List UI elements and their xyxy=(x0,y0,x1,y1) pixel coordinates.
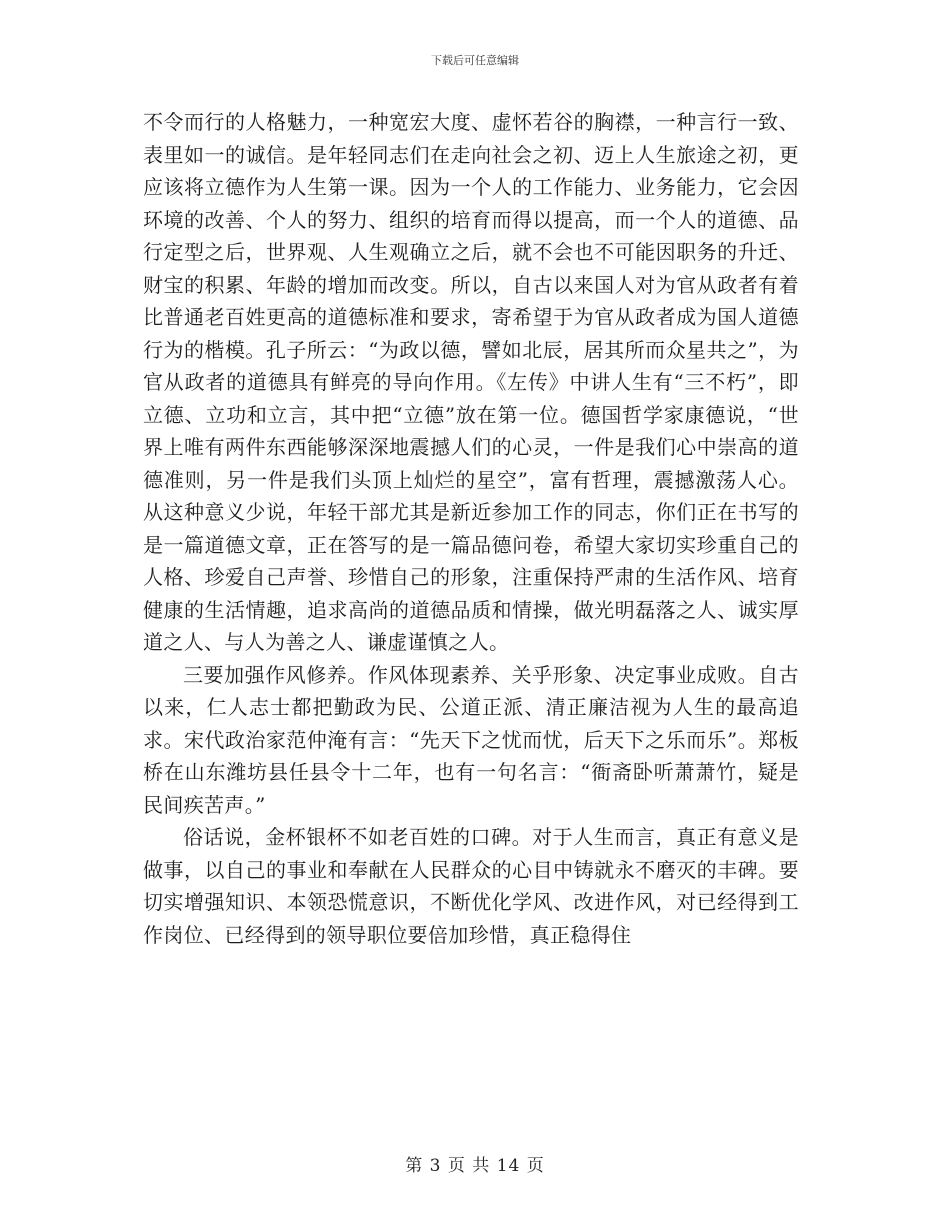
page-header: 下载后可任意编辑 xyxy=(431,54,519,67)
document-body xyxy=(143,106,799,951)
paragraph-public-reputation: 俗话说，金杯银杯不如老百姓的口碑。对于人生而言，真正有意义是做事，以自己的事业和奉献在人民群众的心目中铸就永不磨灭的丰碑。要切实增强知识、本领恐慌意识，不断优化学风、改进作风，对已经得到工作岗位、已经得到的领导职位要倍加珍惜，真正稳得住 xyxy=(143,825,799,947)
page-footer: 第 3 页 共 14 页 xyxy=(405,1156,545,1176)
paragraph-continued: 不令而行的人格魅力，一种宽宏大度、虚怀若谷的胸襟，一种言行一致、表里如一的诚信。是年轻同志们在走向社会之初、迈上人生旅途之初，更应该将立德作为人生第一课。因为一个人的工作能力、业务能力，它会因环境的改善、个人的努力、组织的培育而得以提高，而一个人的道德、品行定型之后，世界观、人生观确立之后，就不会也不可能因职务的升迁、财宝的积累、年龄的增加而改变。所以，自古以来国人对为官从政者有着比普通老百姓更高的道德标准和要求，寄希望于为官从政者成为国人道德行为的楷模。孔子所云：“为政以德，譬如北辰，居其所而众星共之”，为官从政者的道德具有鲜亮的导向作用。《左传》中讲人生有“三不朽”，即立德、立功和立言，其中把“立德”放在第一位。德国哲学家康德说，“世界上唯有两件东西能够深深地震撼人们的心灵，一件是我们心中崇高的道德准则，另一件是我们头顶上灿烂的星空”，富有哲理，震撼激荡人心。从这种意义少说，年轻干部尤其是新近参加工作的同志，你们正在书写的是一篇道德文章，正在答写的是一篇品德问卷，希望大家切实珍重自己的人格、珍爱自己声誉、珍惜自己的形象，注重保持严肃的生活作风、培育健康的生活情趣，追求高尚的道德品质和情操，做光明磊落之人、诚实厚道之人、与人为善之人、谦虚谨慎之人。 xyxy=(143,110,799,654)
paragraph-style-cultivation: 三要加强作风修养。作风体现素养、关乎形象、决定事业成败。自古以来，仁人志士都把勤政为民、公道正派、清正廉洁视为人生的最高追求。宋代政治家范仲淹有言：“先天下之忧而忧，后天下之乐而乐”。郑板桥在山东潍坊县任县令十二年，也有一句名言：“衙斋卧听萧萧竹，疑是民间疾苦声。” xyxy=(143,662,799,817)
